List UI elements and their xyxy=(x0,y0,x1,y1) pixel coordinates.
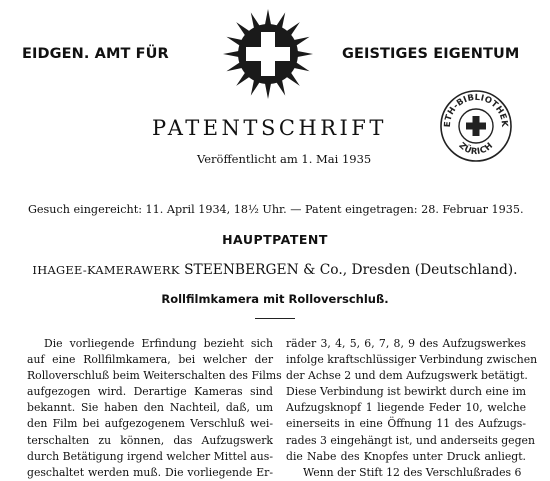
text-line: aufgezogen wird. Derartige Kameras sind xyxy=(27,385,273,399)
text-line: den Film bei aufgezogenem Verschluß wei- xyxy=(27,417,273,431)
text-line: durch Betätigung irgend welcher Mittel aus- xyxy=(27,449,273,463)
patent-type: HAUPTPATENT xyxy=(222,232,328,247)
emblem-ray xyxy=(265,9,271,25)
swiss-cross-emblem-icon xyxy=(222,8,314,100)
stamp-bottom-text: ZÜRICH xyxy=(456,140,496,158)
text-line: auf eine Rollfilmkamera, bei welcher der xyxy=(27,353,273,367)
text-column-left xyxy=(27,336,282,481)
divider xyxy=(255,318,295,319)
applicant-name-rest: STEENBERGEN & Co., Dresden (Deutschland). xyxy=(184,262,518,278)
text-line: Diese Verbindung ist bewirkt durch eine im xyxy=(286,385,526,399)
library-stamp-icon xyxy=(436,86,516,166)
text-line: infolge kraftschlüssiger Verbindung zwischen xyxy=(286,353,538,367)
text-line: Wenn der Stift 12 des Verschlußrades 6 xyxy=(303,465,522,479)
emblem-ray xyxy=(223,51,239,57)
text-line: Aufzugsknopf 1 liegende Feder 10, welche xyxy=(286,401,526,415)
text-line: die Nabe des Knopfes unter Druck anliegt. xyxy=(286,449,526,463)
emblem-ray xyxy=(265,83,271,99)
publication-date: Veröffentlicht am 1. Mai 1935 xyxy=(197,152,372,166)
text-line: bekannt. Sie haben den Nachteil, daß, um xyxy=(27,401,273,415)
filing-info: Gesuch eingereicht: 11. April 1934, 18½ Uhr. — Patent eingetragen: 28. Februar 1935. xyxy=(28,203,524,216)
office-name-left: EIDGEN. AMT FÜR xyxy=(22,46,169,62)
text-line: einerseits in eine Öffnung 11 des Aufzugs- xyxy=(286,417,526,431)
text-line: Rolloverschluß beim Weiterschalten des Films xyxy=(27,369,282,383)
text-line: räder 3, 4, 5, 6, 7, 8, 9 des Aufzugswerkes xyxy=(286,337,526,350)
text-line: Die vorliegende Erfindung bezieht sich xyxy=(44,337,273,350)
text-line: geschaltet werden muß. Die vorliegende Er- xyxy=(27,465,273,479)
stamp-top-text: ETH-BIBLIOTHEK xyxy=(442,92,510,128)
applicant xyxy=(0,262,550,278)
applicant-name-caps: IHAGEE-KAMERAWERK xyxy=(32,263,180,277)
office-name-right: GEISTIGES EIGENTUM xyxy=(342,46,520,62)
text-line: rades 3 eingehängt ist, und anderseits gegen xyxy=(286,433,535,447)
text-line: der Achse 2 und dem Aufzugswerk betätigt. xyxy=(286,369,528,383)
emblem-ray xyxy=(297,51,313,57)
text-line: terschalten zu können, das Aufzugswerk xyxy=(27,433,273,447)
patent-subject: Rollfilmkamera mit Rolloverschluß. xyxy=(161,292,389,306)
document-title: PATENTSCHRIFT xyxy=(152,116,387,140)
text-column-right xyxy=(286,336,538,481)
